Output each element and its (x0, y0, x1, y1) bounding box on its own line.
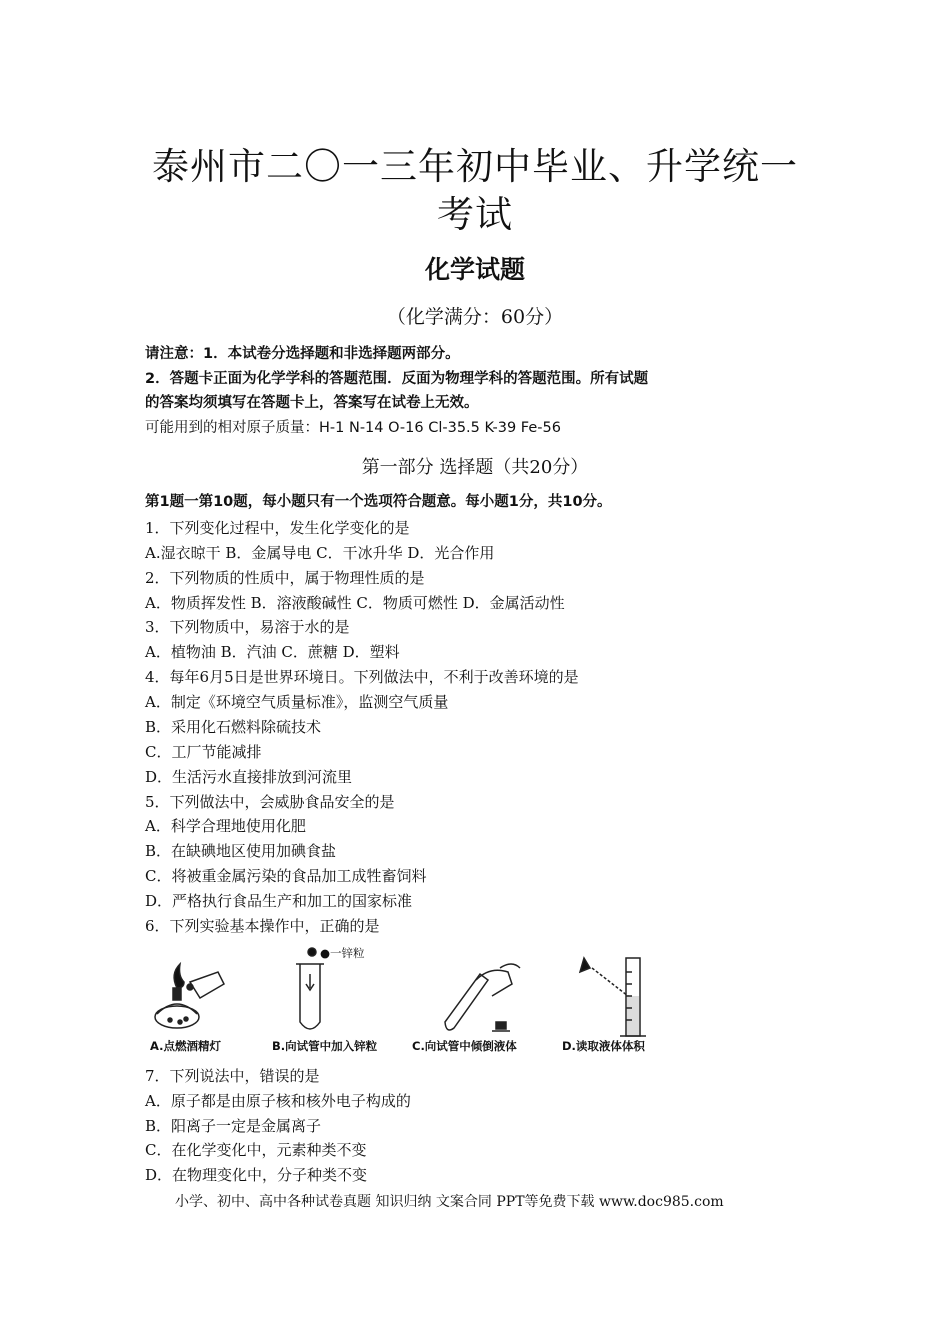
question-line: 3．下列物质中，易溶于水的是 (145, 618, 350, 636)
question-line: 1．下列变化过程中，发生化学变化的是 (145, 519, 410, 537)
note-line-2: 2．答题卡正面为化学学科的答题范围．反面为物理学科的答题范围。所有试题 (145, 371, 649, 387)
option-d-label: D.读取液体体积 (562, 1039, 645, 1053)
note-line-1: 请注意：1．本试卷分选择题和非选择题两部分。 (145, 346, 460, 362)
question-line: 6．下列实验基本操作中，正确的是 (145, 917, 380, 935)
question-line: A．植物油 B．汽油 C．蔗糖 D．塑料 (145, 643, 400, 661)
question-line: D．生活污水直接排放到河流里 (145, 768, 353, 786)
option-c-label: C.向试管中倾倒液体 (412, 1039, 517, 1053)
question-line: 7．下列说法中，错误的是 (145, 1067, 320, 1085)
question-line: C．将被重金属污染的食品加工成牲畜饲料 (145, 867, 427, 885)
footer-note: 小学、初中、高中各种试卷真题 知识归纳 文案合同 PPT等免费下载 www.doc985.com (175, 1194, 724, 1210)
lab-figure-drawing (140, 942, 680, 1038)
score-note: （化学满分：60分） (386, 306, 564, 328)
section-instruction: 第1题一第10题，每小题只有一个选项符合题意。每小题1分，共10分。 (145, 494, 612, 510)
note-line-3: 的答案均须填写在答题卡上，答案写在试卷上无效。 (145, 395, 479, 411)
question-line: A．原子都是由原子核和核外电子构成的 (145, 1092, 411, 1110)
question-line: C．在化学变化中，元素种类不变 (145, 1141, 367, 1159)
question-line: A．制定《环境空气质量标准》，监测空气质量 (145, 693, 449, 711)
note-line-4: 可能用到的相对原子质量：H-1 N-14 O-16 Cl-35.5 K-39 Fe-56 (145, 420, 561, 436)
zinc-granule-label: ●一锌粒 (320, 946, 365, 960)
question-line: B．阳离子一定是金属离子 (145, 1117, 322, 1135)
exam-title: 泰州市二〇一三年初中毕业、升学统一考试 (152, 145, 798, 236)
question-line: C．工厂节能减排 (145, 743, 262, 761)
option-a-label: A.点燃酒精灯 (150, 1039, 221, 1053)
question-line: A．物质挥发性 B．溶液酸碱性 C．物质可燃性 D．金属活动性 (145, 594, 565, 612)
question-line: 4．每年6月5日是世界环境日。下列做法中，不利于改善环境的是 (145, 668, 579, 686)
question-line: 2．下列物质的性质中，属于物理性质的是 (145, 569, 425, 587)
question-line: A．科学合理地使用化肥 (145, 817, 306, 835)
question-line: B．在缺碘地区使用加碘食盐 (145, 842, 337, 860)
question-line: D．在物理变化中，分子种类不变 (145, 1166, 368, 1184)
subject-title: 化学试题 (424, 255, 525, 284)
option-b-label: B.向试管中加入锌粒 (272, 1039, 378, 1053)
section-title: 第一部分 选择题（共20分） (361, 457, 589, 478)
pouring-liquid-icon (445, 964, 520, 1031)
question-line: A.湿衣晾干 B．金属导电 C．干冰升华 D．光合作用 (145, 544, 495, 562)
alcohol-lamp-icon (155, 964, 224, 1028)
question-line: D．严格执行食品生产和加工的国家标准 (145, 892, 413, 910)
lab-operations-figure (140, 942, 680, 1060)
question-line: 5．下列做法中，会威胁食品安全的是 (145, 793, 395, 811)
graduated-cylinder-icon (580, 958, 646, 1036)
question-line: B．采用化石燃料除硫技术 (145, 718, 322, 736)
